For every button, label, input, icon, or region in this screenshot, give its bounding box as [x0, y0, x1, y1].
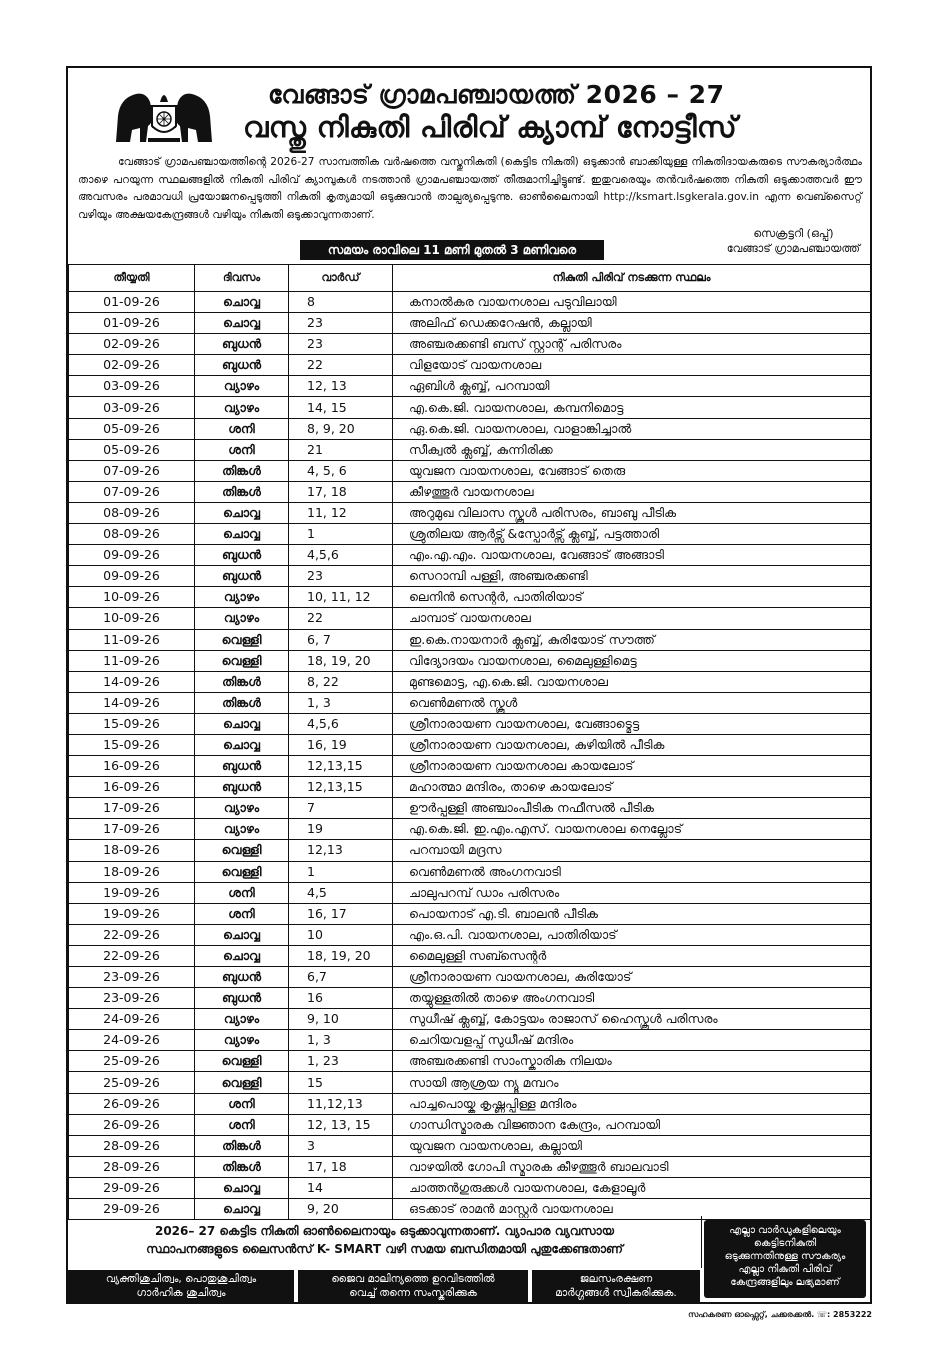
cell-day: ബുധൻ: [195, 988, 289, 1009]
printer-credit: സഹകരണ ഓഫ്സെറ്റ്, ചക്കരക്കൽ. ☏: 2853222: [688, 1310, 872, 1319]
cell-ward: 4, 5, 6: [289, 460, 393, 481]
cell-ward: 23: [289, 313, 393, 334]
table-header-row: [69, 265, 871, 292]
table-row: [69, 1030, 871, 1051]
table-row: [69, 292, 871, 313]
cell-place: വെൺമണൽ സ്കൂൾ: [393, 692, 871, 713]
cell-date: 28-09-26: [69, 1135, 195, 1156]
table-row: [69, 418, 871, 439]
cell-ward: 14, 15: [289, 397, 393, 418]
slogan-line: ജലസംരക്ഷണ: [579, 1273, 653, 1285]
facility-line: കേന്ദ്രങ്ങളിലും ലഭ്യമാണ്: [730, 1277, 840, 1288]
cell-date: 10-09-26: [69, 608, 195, 629]
cell-date: 24-09-26: [69, 1030, 195, 1051]
cell-ward: 12, 13: [289, 376, 393, 397]
table-row: [69, 1135, 871, 1156]
cell-ward: 18, 19, 20: [289, 945, 393, 966]
secretary-signature: [727, 226, 860, 256]
table-row: [69, 1177, 871, 1198]
cell-place: ഇ.കെ.നായനാർ ക്ലബ്ബ്, കുരിയോട് സൗത്ത്: [393, 629, 871, 650]
cell-day: തിങ്കൾ: [195, 692, 289, 713]
table-row: [69, 840, 871, 861]
cell-ward: 17, 18: [289, 481, 393, 502]
cell-day: ചൊവ്വ: [195, 713, 289, 734]
intro-text: [78, 154, 862, 224]
cell-ward: 6,7: [289, 967, 393, 988]
cell-day: ശനി: [195, 1093, 289, 1114]
table-row: [69, 945, 871, 966]
cell-ward: 10, 11, 12: [289, 587, 393, 608]
table-row: [69, 1114, 871, 1135]
cell-place: അറുമുഖ വിലാസ സ്കൂൾ പരിസരം, ബാബു പീടിക: [393, 502, 871, 523]
cell-date: 29-09-26: [69, 1199, 195, 1220]
cell-day: ചൊവ്വ: [195, 502, 289, 523]
cell-place: ഊർപ്പള്ളി അഞ്ചാംപീടിക നഫീസൽ പീടിക: [393, 798, 871, 819]
cell-ward: 4,5,6: [289, 713, 393, 734]
cell-date: 08-09-26: [69, 524, 195, 545]
notice-title: വസ്തു നികുതി പിരിവ് ക്യാമ്പ് നോട്ടീസ്: [243, 110, 737, 144]
cell-ward: 10: [289, 924, 393, 945]
cell-ward: 9, 10: [289, 1009, 393, 1030]
cell-ward: 19: [289, 819, 393, 840]
cell-day: ശനി: [195, 418, 289, 439]
table-row: [69, 608, 871, 629]
table-row: [69, 481, 871, 502]
cell-date: 09-09-26: [69, 545, 195, 566]
cell-ward: 12,13,15: [289, 756, 393, 777]
table-row: [69, 1156, 871, 1177]
header-place: നികുതി പിരിവ് നടക്കുന്ന സ്ഥലം: [393, 265, 871, 292]
cell-place: പറമ്പായി മദ്രസ: [393, 840, 871, 861]
cell-day: വ്യാഴം: [195, 376, 289, 397]
cell-date: 10-09-26: [69, 587, 195, 608]
cell-day: ചൊവ്വ: [195, 1177, 289, 1198]
table-row: [69, 798, 871, 819]
cell-ward: 8: [289, 292, 393, 313]
cell-ward: 1, 3: [289, 692, 393, 713]
table-row: [69, 502, 871, 523]
cell-day: തിങ്കൾ: [195, 1156, 289, 1177]
cell-day: ബുധൻ: [195, 355, 289, 376]
cell-ward: 4,5: [289, 882, 393, 903]
slogan-waste: [298, 1270, 528, 1302]
cell-place: സെറാമ്പി പള്ളി, അഞ്ചരക്കണ്ടി: [393, 566, 871, 587]
facility-line: ഒടുക്കുന്നതിനുള്ള സൗകര്യം: [724, 1251, 846, 1262]
cell-date: 22-09-26: [69, 945, 195, 966]
table-row: [69, 397, 871, 418]
cell-ward: 12,13,15: [289, 777, 393, 798]
cell-ward: 11, 12: [289, 502, 393, 523]
cell-ward: 9, 20: [289, 1199, 393, 1220]
facility-line: എല്ലാ വാർഡുകളിലെയും: [729, 1225, 841, 1236]
cell-place: ശ്രുതിലയ ആർട്സ് &സ്പോർട്സ് ക്ലബ്ബ്, പട്ടത്താരി: [393, 524, 871, 545]
table-row: [69, 924, 871, 945]
cell-place: എം.ഒ.പി. വായനശാല, പാതിരിയാട്: [393, 924, 871, 945]
cell-date: 26-09-26: [69, 1114, 195, 1135]
cell-date: 07-09-26: [69, 460, 195, 481]
cell-place: പാച്ചപൊയ്ക കൃഷ്ണപ്പിള്ള മന്ദിരം: [393, 1093, 871, 1114]
camp-schedule-table: [68, 264, 871, 1220]
cell-date: 26-09-26: [69, 1093, 195, 1114]
table-row: [69, 882, 871, 903]
cell-date: 15-09-26: [69, 734, 195, 755]
table-row: [69, 334, 871, 355]
footer: [68, 1216, 870, 1304]
cell-day: തിങ്കൾ: [195, 481, 289, 502]
cell-day: വെള്ളി: [195, 1072, 289, 1093]
intro-paragraph: വേങ്ങാട് ഗ്രാമപഞ്ചായത്തിന്റെ 2026-27 സാമ്പത്തിക വർഷത്തെ വസ്തുനികുതി (കെട്ടിട നികുതി) ഒടുക്കാൻ ബാക്കിയുള്ള നികുതിദായകരുടെ സൗകര്യാർത്ഥം താഴെ പറയുന്ന സ്ഥലങ്ങളിൽ നികുതി പിരിവ് ക്യാമ്പുകൾ നടത്താൻ ഗ്രാമപഞ്ചായത്ത് തീരുമാനിച്ചിട്ടുണ്ട്. ഇതുവരെയും തൻവർഷത്തെ നികുതി ഒടുക്കാത്തവർ ഈ അവസരം പരമാവധി പ്രയോജനപ്പെടുത്തി നികുതി കൃത്യമായി ഒടുക്കുവാൻ താല്പര്യപ്പെടുന്നു. ഓൺലൈനായി http://ksmart.lsgkerala.gov.in എന്ന വെബ്സൈറ്റ് വഴിയും അക്ഷയകേന്ദ്രങ്ങൾ വഴിയും നികുതി ഒടുക്കാവുന്നതാണ്.: [78, 156, 862, 221]
cell-day: വെള്ളി: [195, 840, 289, 861]
cell-day: വ്യാഴം: [195, 1009, 289, 1030]
cell-date: 18-09-26: [69, 861, 195, 882]
cell-date: 03-09-26: [69, 397, 195, 418]
cell-date: 05-09-26: [69, 418, 195, 439]
cell-place: യുവജന വായനശാല, വേങ്ങാട് തെരു: [393, 460, 871, 481]
cell-day: ബുധൻ: [195, 967, 289, 988]
cell-place: യുവജന വായനശാല, കല്ലായി: [393, 1135, 871, 1156]
cell-place: ഏ.കെ.ജി. വായനശാല, വാളാങ്കിച്ചാൽ: [393, 418, 871, 439]
table-row: [69, 545, 871, 566]
slogan-line: വെച്ച് തന്നെ സംസ്കരിക്കുക: [349, 1287, 477, 1299]
cell-ward: 12, 13, 15: [289, 1114, 393, 1135]
cell-day: ചൊവ്വ: [195, 313, 289, 334]
cell-place: മുണ്ടമൊട്ട, എ.കെ.ജി. വായനശാല: [393, 671, 871, 692]
cell-place: എം.എ.എം. വായനശാല, വേങ്ങാട് അങ്ങാടി: [393, 545, 871, 566]
cell-date: 14-09-26: [69, 692, 195, 713]
cell-ward: 21: [289, 439, 393, 460]
cell-day: വ്യാഴം: [195, 397, 289, 418]
table-row: [69, 967, 871, 988]
table-row: [69, 1051, 871, 1072]
cell-place: സീക്വൽ ക്ലബ്ബ്, കുന്നിരിക്ക: [393, 439, 871, 460]
cell-place: വെൺമണൽ അംഗനവാടി: [393, 861, 871, 882]
cell-ward: 8, 22: [289, 671, 393, 692]
cell-place: മൈലുള്ളി സബ്സെന്റർ: [393, 945, 871, 966]
timing-banner: സമയം രാവിലെ 11 മണി മുതൽ 3 മണിവരെ: [300, 240, 604, 260]
cell-ward: 22: [289, 608, 393, 629]
cell-date: 09-09-26: [69, 566, 195, 587]
cell-ward: 16, 19: [289, 734, 393, 755]
cell-date: 22-09-26: [69, 924, 195, 945]
cell-place: എ.കെ.ജി. ഇ.എം.എസ്. വായനശാല നെല്ലോട്: [393, 819, 871, 840]
cell-date: 01-09-26: [69, 292, 195, 313]
footer-line-2: സ്ഥാപനങ്ങളുടെ ലൈസൻസ് K- SMART വഴി സമയ ബന്ധിതമായി പുതുക്കേണ്ടതാണ്: [146, 1242, 623, 1256]
cell-day: ബുധൻ: [195, 566, 289, 587]
table-row: [69, 566, 871, 587]
cell-day: വ്യാഴം: [195, 587, 289, 608]
cell-date: 15-09-26: [69, 713, 195, 734]
table-row: [69, 734, 871, 755]
cell-ward: 1: [289, 861, 393, 882]
cell-date: 01-09-26: [69, 313, 195, 334]
cell-place: ഒടക്കാട് രാമൻ മാസ്റ്റർ വായനശാല: [393, 1199, 871, 1220]
cell-place: മഹാത്മാ മന്ദിരം, താഴെ കായലോട്: [393, 777, 871, 798]
cell-day: ചൊവ്വ: [195, 945, 289, 966]
kerala-emblem-icon: [112, 82, 216, 146]
slogan-line: വ്യക്തിശുചിത്വം, പൊതുശുചിത്വം: [105, 1273, 257, 1285]
cell-date: 17-09-26: [69, 798, 195, 819]
cell-ward: 22: [289, 355, 393, 376]
cell-date: 14-09-26: [69, 671, 195, 692]
table-row: [69, 650, 871, 671]
cell-ward: 23: [289, 566, 393, 587]
cell-date: 28-09-26: [69, 1156, 195, 1177]
footer-facility-box: [704, 1220, 866, 1298]
cell-date: 16-09-26: [69, 756, 195, 777]
cell-day: ചൊവ്വ: [195, 734, 289, 755]
cell-place: ശ്രീനാരായണ വായനശാല കായലോട്: [393, 756, 871, 777]
cell-ward: 4,5,6: [289, 545, 393, 566]
table-row: [69, 439, 871, 460]
table-row: [69, 355, 871, 376]
footer-line-1: 2026– 27 കെട്ടിട നികുതി ഓൺലൈനായും ഒടുക്കാവുന്നതാണ്. വ്യാപാര വ്യവസായ: [154, 1224, 615, 1238]
cell-day: ചൊവ്വ: [195, 924, 289, 945]
cell-ward: 15: [289, 1072, 393, 1093]
table-row: [69, 671, 871, 692]
slogan-line: ജൈവ മാലിന്യത്തെ ഉറവിടത്തിൽ: [331, 1273, 495, 1285]
cell-ward: 17, 18: [289, 1156, 393, 1177]
footer-slogan-boxes: [68, 1270, 702, 1304]
facility-line: കെട്ടിടനികുതി: [753, 1238, 817, 1249]
cell-place: തയ്യുള്ളതിൽ താഴെ അംഗനവാടി: [393, 988, 871, 1009]
cell-ward: 1, 3: [289, 1030, 393, 1051]
cell-day: ബുധൻ: [195, 545, 289, 566]
table-row: [69, 713, 871, 734]
cell-place: സായി ആശ്രയ ന്യൂ മമ്പറം: [393, 1072, 871, 1093]
cell-place: സുധീഷ് ക്ലബ്ബ്, കോട്ടയം രാജാസ് ഹൈസ്കൂൾ പരിസരം: [393, 1009, 871, 1030]
cell-date: 25-09-26: [69, 1051, 195, 1072]
facility-line: എല്ലാ നികുതി പിരിവ്: [738, 1264, 832, 1275]
cell-place: അഞ്ചരക്കണ്ടി ബസ് സ്റ്റാന്റ് പരിസരം: [393, 334, 871, 355]
cell-date: 08-09-26: [69, 502, 195, 523]
cell-day: വ്യാഴം: [195, 819, 289, 840]
table-row: [69, 1009, 871, 1030]
cell-day: വ്യാഴം: [195, 1030, 289, 1051]
cell-place: ലെനിൻ സെന്റർ, പാതിരിയാട്: [393, 587, 871, 608]
cell-ward: 18, 19, 20: [289, 650, 393, 671]
cell-date: 11-09-26: [69, 629, 195, 650]
table-row: [69, 460, 871, 481]
cell-place: വിളയോട് വായനശാല: [393, 355, 871, 376]
cell-day: വെള്ളി: [195, 1051, 289, 1072]
cell-day: ശനി: [195, 903, 289, 924]
table-row: [69, 756, 871, 777]
cell-date: 19-09-26: [69, 903, 195, 924]
cell-day: തിങ്കൾ: [195, 671, 289, 692]
header-ward: വാർഡ്: [289, 265, 393, 292]
table-row: [69, 1093, 871, 1114]
cell-date: 17-09-26: [69, 819, 195, 840]
cell-date: 07-09-26: [69, 481, 195, 502]
cell-day: ബുധൻ: [195, 777, 289, 798]
cell-place: ചാമ്പാട് വായനശാല: [393, 608, 871, 629]
slogan-line: ഗാർഹിക ശുചിത്വം: [136, 1287, 226, 1299]
panchayat-title: വേങ്ങാട് ഗ്രാമപഞ്ചായത്ത് 2026 – 27: [268, 80, 725, 109]
signature-line-1: സെക്രട്ടറി (ഒപ്പ്): [753, 227, 834, 240]
cell-date: 29-09-26: [69, 1177, 195, 1198]
notice-header: [68, 68, 870, 152]
signature-line-2: വേങ്ങാട് ഗ്രാമപഞ്ചായത്ത്: [726, 242, 860, 255]
cell-place: കീഴത്തൂർ വായനശാല: [393, 481, 871, 502]
cell-day: വ്യാഴം: [195, 798, 289, 819]
cell-date: 23-09-26: [69, 967, 195, 988]
cell-ward: 1, 23: [289, 1051, 393, 1072]
header-date: തീയ്യതി: [69, 265, 195, 292]
cell-place: ചാത്തൻഗുരുക്കൾ വായനശാല, കേളാലൂർ: [393, 1177, 871, 1198]
footer-online-notice: [68, 1216, 702, 1268]
cell-place: അലിഫ് ഡെക്കറേഷൻ, കല്ലായി: [393, 313, 871, 334]
cell-date: 02-09-26: [69, 334, 195, 355]
cell-day: വ്യാഴം: [195, 608, 289, 629]
table-row: [69, 861, 871, 882]
cell-ward: 1: [289, 524, 393, 545]
cell-day: തിങ്കൾ: [195, 460, 289, 481]
cell-day: ശനി: [195, 882, 289, 903]
cell-date: 11-09-26: [69, 650, 195, 671]
cell-date: 05-09-26: [69, 439, 195, 460]
cell-ward: 16: [289, 988, 393, 1009]
cell-date: 19-09-26: [69, 882, 195, 903]
cell-date: 18-09-26: [69, 840, 195, 861]
cell-place: പൊയനാട് എ.ടി. ബാലൻ പീടിക: [393, 903, 871, 924]
cell-day: വെള്ളി: [195, 629, 289, 650]
slogan-water: [532, 1270, 700, 1302]
cell-ward: 12,13: [289, 840, 393, 861]
cell-day: ശനി: [195, 1114, 289, 1135]
table-body: [69, 292, 871, 1220]
table-row: [69, 629, 871, 650]
cell-place: എ.കെ.ജി. വായനശാല, കമ്പനിമൊട്ട: [393, 397, 871, 418]
cell-place: ഏബിൾ ക്ലബ്ബ്, പറമ്പായി: [393, 376, 871, 397]
cell-place: കനാൽകര വായനശാല പടുവിലായി: [393, 292, 871, 313]
table-row: [69, 819, 871, 840]
cell-date: 16-09-26: [69, 777, 195, 798]
cell-day: ചൊവ്വ: [195, 292, 289, 313]
cell-place: ശ്രീനാരായണ വായനശാല, വേങ്ങാട്മെട്ട: [393, 713, 871, 734]
cell-date: 23-09-26: [69, 988, 195, 1009]
cell-day: ചൊവ്വ: [195, 1199, 289, 1220]
cell-day: ബുധൻ: [195, 334, 289, 355]
cell-day: വെള്ളി: [195, 861, 289, 882]
cell-ward: 7: [289, 798, 393, 819]
cell-ward: 11,12,13: [289, 1093, 393, 1114]
cell-day: തിങ്കൾ: [195, 1135, 289, 1156]
cell-place: വാഴയിൽ ഗോപി സ്മാരക കീഴത്തൂർ ബാലവാടി: [393, 1156, 871, 1177]
slogan-line: മാർഗ്ഗങ്ങൾ സ്വീകരിക്കുക.: [555, 1287, 677, 1299]
cell-day: ശനി: [195, 439, 289, 460]
cell-date: 02-09-26: [69, 355, 195, 376]
cell-ward: 3: [289, 1135, 393, 1156]
notice-frame: [66, 66, 872, 1304]
cell-ward: 8, 9, 20: [289, 418, 393, 439]
cell-date: 24-09-26: [69, 1009, 195, 1030]
cell-place: ശ്രീനാരായണ വായനശാല, കുരിയോട്: [393, 967, 871, 988]
cell-place: ശ്രീനാരായണ വായനശാല, കുഴിയിൽ പീടിക: [393, 734, 871, 755]
cell-place: ചെറിയവളപ്പ് സുധീഷ് മന്ദിരം: [393, 1030, 871, 1051]
cell-place: ചാലുപറമ്പ് ഡാം പരിസരം: [393, 882, 871, 903]
table-row: [69, 587, 871, 608]
table-row: [69, 692, 871, 713]
header-day: ദിവസം: [195, 265, 289, 292]
slogan-hygiene: [68, 1270, 294, 1302]
table-row: [69, 313, 871, 334]
table-row: [69, 777, 871, 798]
cell-day: ബുധൻ: [195, 756, 289, 777]
table-row: [69, 524, 871, 545]
cell-date: 03-09-26: [69, 376, 195, 397]
cell-day: ചൊവ്വ: [195, 524, 289, 545]
cell-ward: 14: [289, 1177, 393, 1198]
cell-place: അഞ്ചരക്കണ്ടി സാംസ്കാരിക നിലയം: [393, 1051, 871, 1072]
cell-ward: 23: [289, 334, 393, 355]
table-row: [69, 988, 871, 1009]
cell-day: വെള്ളി: [195, 650, 289, 671]
cell-place: വിദ്യോദയം വായനശാല, മൈലുള്ളിമെട്ട: [393, 650, 871, 671]
table-row: [69, 903, 871, 924]
cell-ward: 6, 7: [289, 629, 393, 650]
table-row: [69, 376, 871, 397]
cell-date: 25-09-26: [69, 1072, 195, 1093]
cell-ward: 16, 17: [289, 903, 393, 924]
cell-place: ഗാന്ധിസ്മാരക വിജ്ഞാന കേന്ദ്രം, പറമ്പായി: [393, 1114, 871, 1135]
table-row: [69, 1072, 871, 1093]
